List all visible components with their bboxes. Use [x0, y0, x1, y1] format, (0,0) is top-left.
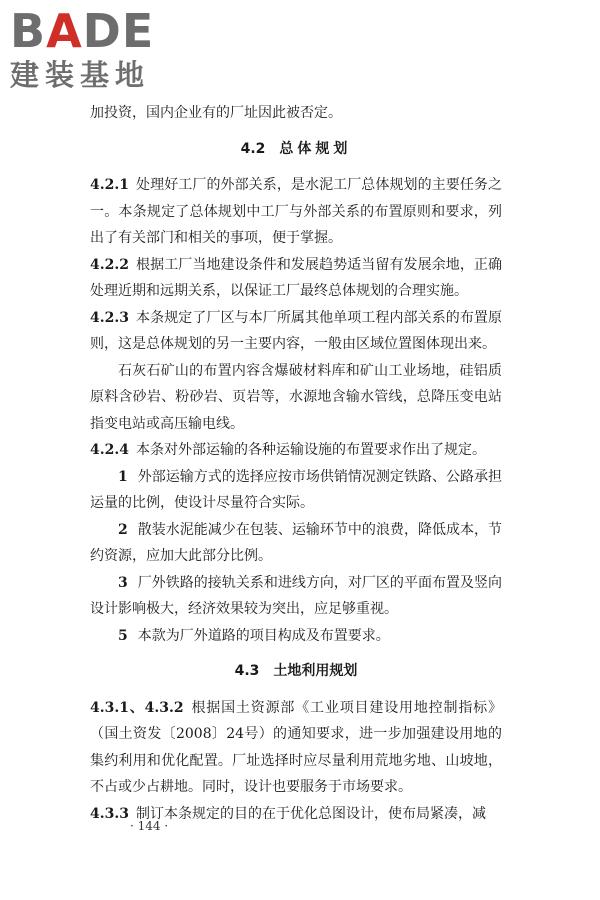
logo-subtitle: 建装基地 — [10, 58, 151, 92]
logo-wordmark: BADE — [10, 4, 155, 58]
section-heading-4-2: 4.2 总体规划 — [240, 140, 352, 157]
section-heading-4-3: 4.3 土地利用规划 — [234, 663, 358, 679]
clause-4-2-4: 4.2.4 本条对外部运输的各种运输设施的布置要求作出了规定。 — [90, 442, 486, 458]
list-item-3: 3 厂外铁路的接轨关系和进线方向，对厂区的平面布置及竖向设计影响极大，经济效果较为突出，应足够重视。 — [90, 574, 502, 617]
bade-logo — [10, 6, 154, 92]
page-number: · 144 · — [130, 819, 169, 833]
list-item-2: 2 散装水泥能减少在包装、运输环节中的浪费，降低成本，节约资源，应加大此部分比例。 — [90, 521, 502, 564]
list-item-5: 5 本款为厂外道路的项目构成及布置要求。 — [118, 627, 390, 644]
list-item-1: 1 外部运输方式的选择应按市场供销情况测定铁路、公路承担运量的比例，使设计尽量符合实际。 — [90, 468, 502, 511]
clause-4-3-1: 4.3.1、4.3.2 根据国土资源部《工业项目建设用地控制指标》（国土资发〔2008〕24号）的通知要求，进一步加强建设用地的集约利用和优化配置。厂址选择时应尽量利用荒地劣地、山坡地，不占或少占耕地。同时，设计也要服务于市场要求。 — [90, 699, 502, 795]
clause-4-2-1: 4.2.1 处理好工厂的外部关系，是水泥工厂总体规划的主要任务之一。本条规定了总体规划中工厂与外部关系的布置原则和要求，列出了有关部门和相关的事项，便于掌握。 — [90, 177, 502, 246]
paragraph-intro: 加投资，国内企业有的厂址因此被否定。 — [90, 105, 342, 121]
clause-4-2-3: 4.2.3 本条规定了厂区与本厂所属其他单项工程内部关系的布置原则，这是总体规划的另一主要内容，一般由区域位置图体现出来。 — [90, 309, 502, 352]
clause-4-3-3: 4.3.3 制订本条规定的目的在于优化总图设计，使布局紧凑，减 — [90, 805, 486, 822]
document-body — [90, 100, 502, 827]
clause-4-2-2: 4.2.2 根据工厂当地建设条件和发展趋势适当留有发展余地，正确处理近期和远期关系，以保证工厂最终总体规划的合理实施。 — [90, 256, 502, 299]
clause-4-2-3-detail: 石灰石矿山的布置内容含爆破材料库和矿山工业场地，硅铝质原料含砂岩、粉砂岩、页岩等，水源地含输水管线，总降压变电站指变电站或高压输电线。 — [90, 362, 502, 432]
